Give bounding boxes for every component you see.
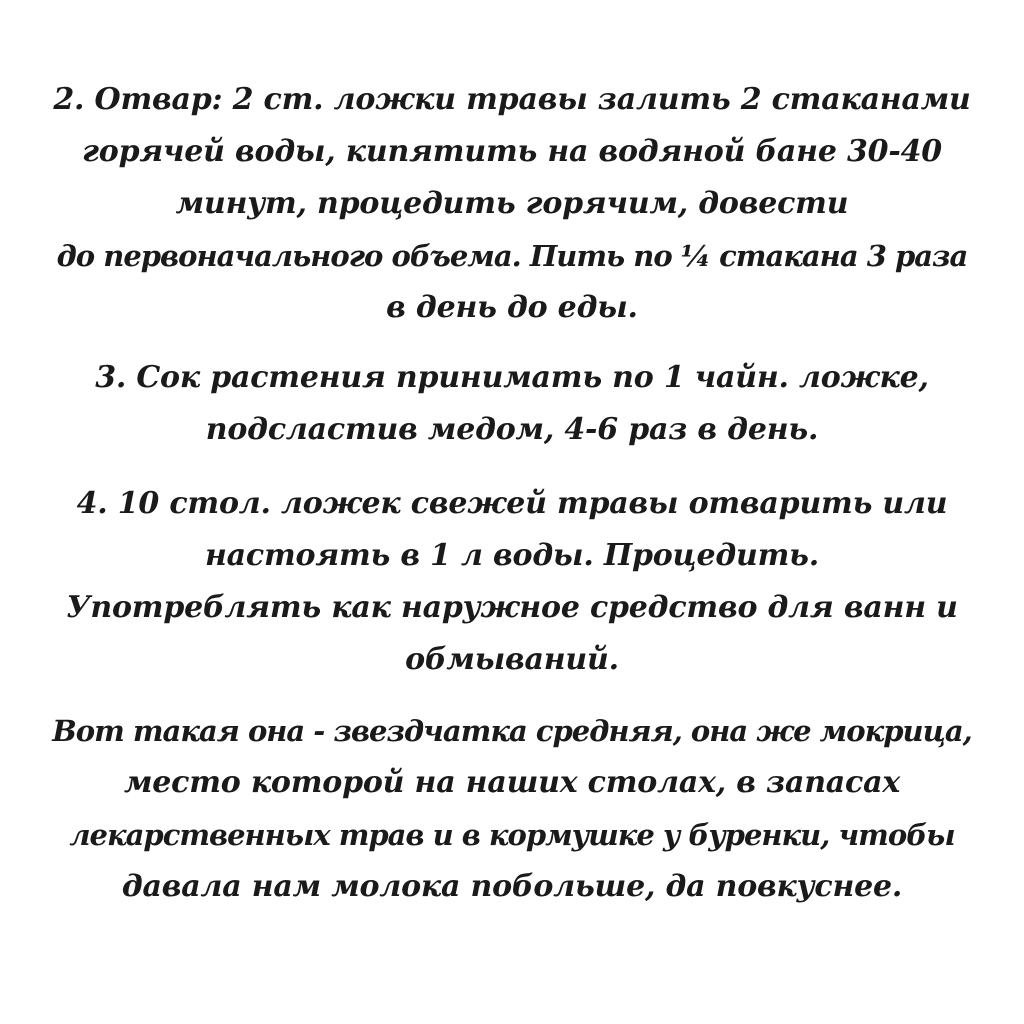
text-line: до первоначального объема. Пить по ¼ стакана 3 раза [56,239,968,273]
text-line: 3. Сок растения принимать по 1 чайн. ложке, [95,360,929,395]
text-line: 4. 10 стол. ложек свежей травы отварить или [76,486,948,521]
text-line: давала нам молока побольше, да повкуснее. [121,869,903,904]
text-line: лекарственных трав и в кормушке у буренки, чтобы [69,818,955,852]
text-line: Вот такая она - звездчатка средняя, она же мокрица, [52,714,972,748]
paragraph-external-use [0,478,1024,686]
text-line: Употреблять как наружное средство для ванн и [66,590,958,625]
text-line: в день до еды. [386,290,638,325]
paragraph-conclusion [0,705,1024,913]
text-line: подсластив медом, 4-6 раз в день. [205,412,819,447]
text-line: обмываний. [405,642,619,677]
paragraph-juice [0,352,1024,456]
text-line: место которой на наших столах, в запасах [123,765,901,800]
text-line: минут, процедить горячим, довести [175,186,849,221]
text-line: настоять в 1 л воды. Процедить. [204,538,819,573]
text-line: 2. Отвар: 2 ст. ложки травы залить 2 стаканами [53,82,971,117]
text-line: горячей воды, кипятить на водяной бане 30-40 [82,134,942,169]
paragraph-decoction [0,74,1024,334]
